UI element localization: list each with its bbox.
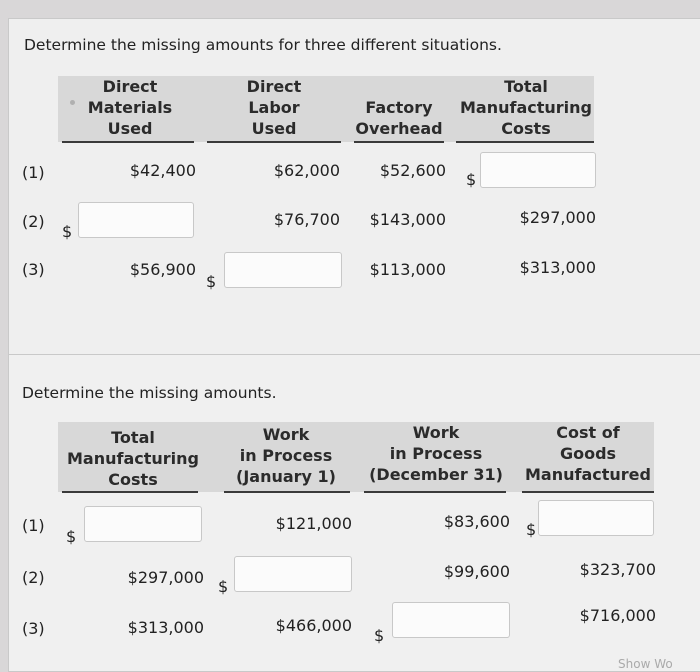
direct-materials-value: $56,900	[129, 260, 196, 279]
currency-sign: $	[374, 626, 385, 645]
header-underline	[456, 141, 594, 143]
row-number: (2)	[22, 568, 45, 587]
total-manufacturing-costs-value: $297,000	[519, 208, 596, 227]
wip-january-input[interactable]	[234, 556, 352, 592]
row-number: (2)	[22, 212, 45, 231]
direct-labor-value: $62,000	[273, 161, 340, 180]
currency-sign: $	[62, 222, 73, 241]
total-manufacturing-costs-value: $313,000	[519, 258, 596, 277]
header-underline	[207, 141, 341, 143]
wip-january-value: $466,000	[275, 616, 352, 635]
direct-labor-input[interactable]	[224, 252, 342, 288]
header-underline	[354, 141, 444, 143]
header-total-manufacturing-costs: Total Manufacturing Costs	[67, 428, 199, 489]
section1-title: Determine the missing amounts for three different situations.	[24, 36, 502, 54]
header-underline	[224, 491, 350, 493]
currency-sign: $	[66, 527, 77, 546]
header-wip-january: Work in Process (January 1)	[236, 425, 336, 486]
currency-sign: $	[218, 577, 229, 596]
header-underline	[522, 491, 654, 493]
currency-sign: $	[466, 170, 477, 189]
factory-overhead-value: $143,000	[369, 210, 446, 229]
currency-sign: $	[206, 272, 217, 291]
factory-overhead-value: $52,600	[379, 161, 446, 180]
wip-december-value: $99,600	[443, 562, 510, 581]
header-direct-materials: Direct Materials Used	[87, 77, 173, 138]
situations-panel	[8, 18, 700, 356]
header-underline	[62, 491, 198, 493]
cost-of-goods-manufactured-value: $323,700	[579, 560, 656, 579]
wip-december-input[interactable]	[392, 602, 510, 638]
header-underline	[364, 491, 506, 493]
section2-title: Determine the missing amounts.	[22, 384, 277, 402]
total-manufacturing-costs-input[interactable]	[480, 152, 596, 188]
row-number: (1)	[22, 516, 45, 535]
show-work-link[interactable]: Show Wo	[618, 657, 673, 671]
direct-labor-value: $76,700	[273, 210, 340, 229]
wip-december-value: $83,600	[443, 512, 510, 531]
cost-of-goods-manufactured-value: $716,000	[579, 606, 656, 625]
factory-overhead-value: $113,000	[369, 260, 446, 279]
header-underline	[62, 141, 194, 143]
direct-materials-value: $42,400	[129, 161, 196, 180]
wip-january-value: $121,000	[275, 514, 352, 533]
header-direct-labor: Direct Labor Used	[246, 77, 302, 138]
row-number: (3)	[22, 619, 45, 638]
header-wip-december: Work in Process (December 31)	[369, 423, 503, 484]
header-cost-of-goods-manufactured: Cost of Goods Manufactured	[525, 423, 651, 484]
header-total-manufacturing-costs: Total Manufacturing Costs	[460, 77, 592, 138]
row-number: (1)	[22, 163, 45, 182]
header-factory-overhead: Factory Overhead	[355, 98, 443, 138]
cost-of-goods-manufactured-input[interactable]	[538, 500, 654, 536]
direct-materials-input[interactable]	[78, 202, 194, 238]
currency-sign: $	[526, 520, 537, 539]
total-manufacturing-costs-value: $297,000	[127, 568, 204, 587]
total-manufacturing-costs-input[interactable]	[84, 506, 202, 542]
row-number: (3)	[22, 260, 45, 279]
total-manufacturing-costs-value: $313,000	[127, 618, 204, 637]
